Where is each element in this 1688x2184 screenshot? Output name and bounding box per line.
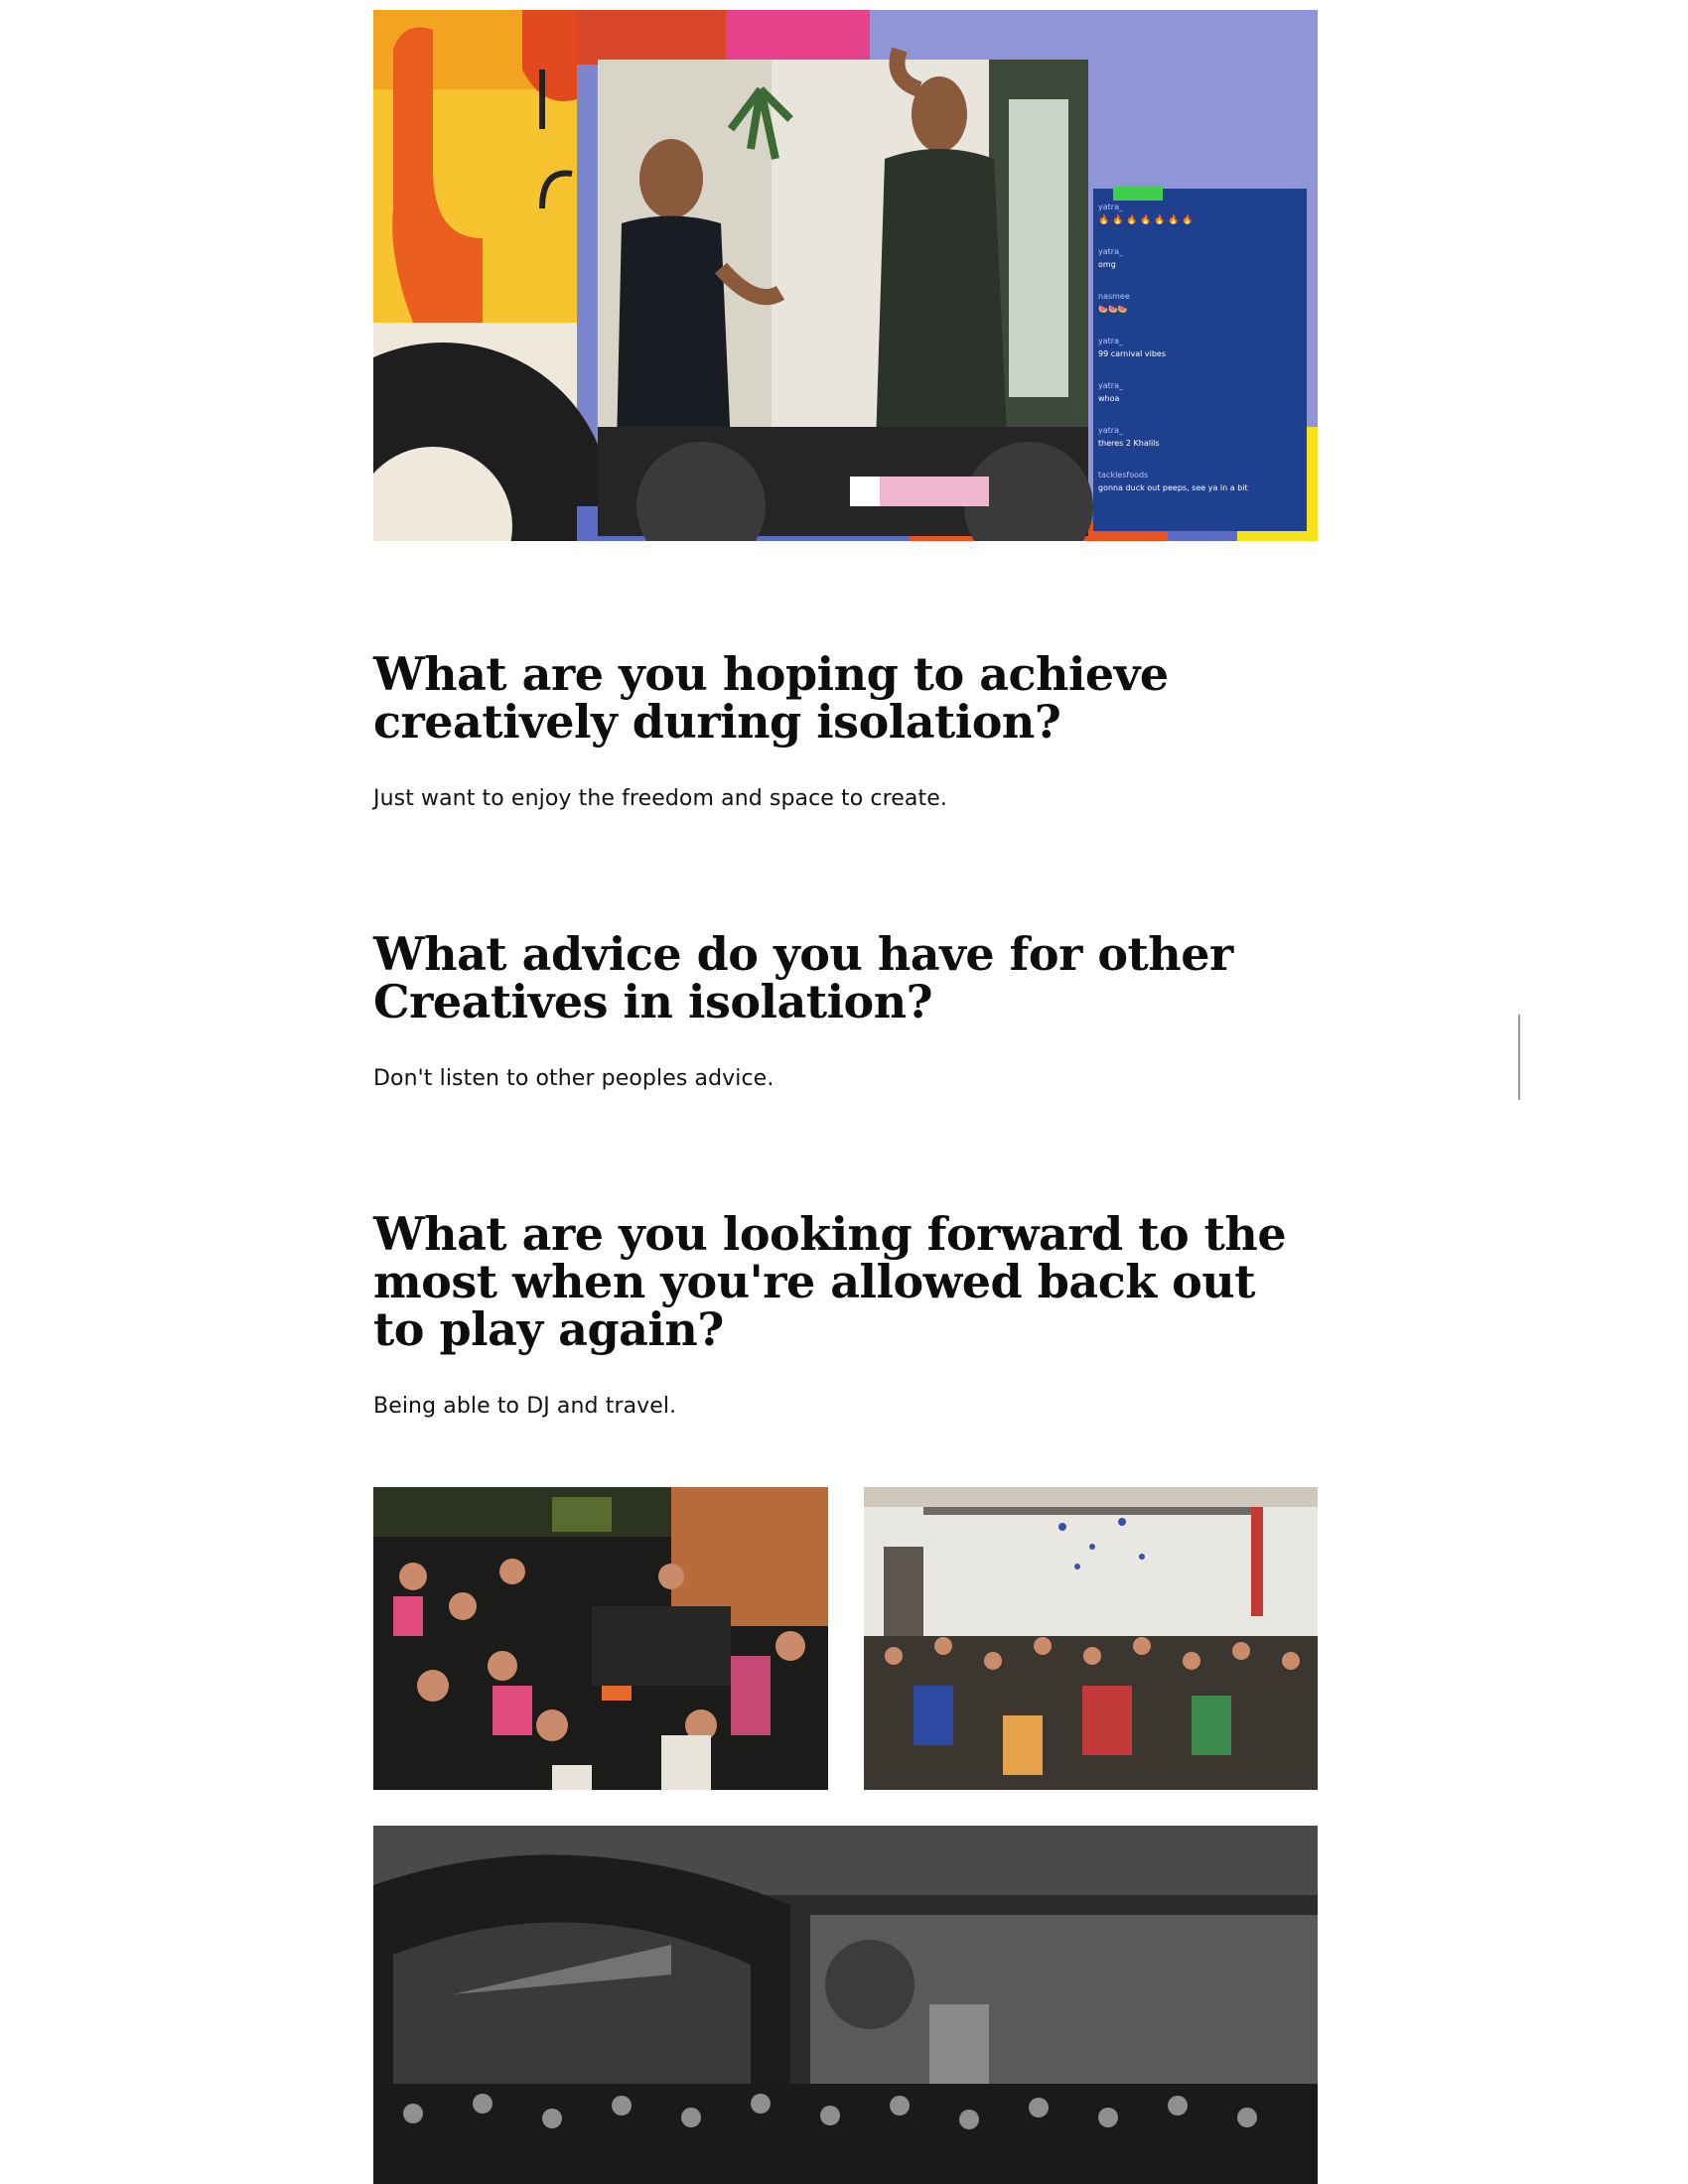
tunnel-crowd-bw-photo xyxy=(373,1826,1318,2184)
warehouse-party-photo xyxy=(864,1487,1318,1790)
chat-username: yatra_ xyxy=(1098,203,1123,211)
chat-text: 🍉🍉🍉 xyxy=(1098,305,1128,314)
question-heading: What are you hoping to achieve creatively during isolation? xyxy=(373,647,1169,749)
answer-text: Just want to enjoy the freedom and space to create. xyxy=(373,786,947,811)
chat-text: whoa xyxy=(1098,394,1120,403)
chat-text: omg xyxy=(1098,260,1116,269)
chat-username: yatra_ xyxy=(1098,337,1123,345)
chat-message xyxy=(1098,292,1130,314)
chat-message xyxy=(1098,247,1123,269)
question-heading: What advice do you have for other Creatives in isolation? xyxy=(373,927,1233,1028)
chat-message xyxy=(1098,203,1194,225)
scrollbar-thumb[interactable] xyxy=(1518,1015,1520,1100)
chat-text: gonna duck out peeps, see ya in a bit xyxy=(1098,483,1248,492)
chat-message xyxy=(1098,337,1166,358)
chat-username: yatra_ xyxy=(1098,381,1123,390)
chat-message xyxy=(1098,471,1248,492)
live-chat-panel xyxy=(1094,201,1305,523)
chat-text: 🔥 🔥 🔥 🔥 🔥 🔥 🔥 xyxy=(1098,215,1194,225)
question-heading: What are you looking forward to the most when you're allowed back out to play again? xyxy=(373,1207,1287,1356)
chat-username: yatra_ xyxy=(1098,247,1123,256)
interview-item xyxy=(373,647,1318,813)
answer-text: Don't listen to other peoples advice. xyxy=(373,1066,774,1091)
chat-username: yatra_ xyxy=(1098,426,1123,435)
interview-item xyxy=(373,927,1318,1093)
answer-text: Being able to DJ and travel. xyxy=(373,1394,677,1419)
chat-message xyxy=(1098,426,1160,448)
chat-username: tacklesfoods xyxy=(1098,471,1149,479)
chat-text: theres 2 Khalils xyxy=(1098,439,1160,448)
club-crowd-photo xyxy=(373,1487,828,1790)
chat-text: 99 carnival vibes xyxy=(1098,349,1166,358)
chat-username: nasmee xyxy=(1098,292,1130,301)
interview-item xyxy=(373,1207,1318,1421)
chat-message xyxy=(1098,381,1123,403)
